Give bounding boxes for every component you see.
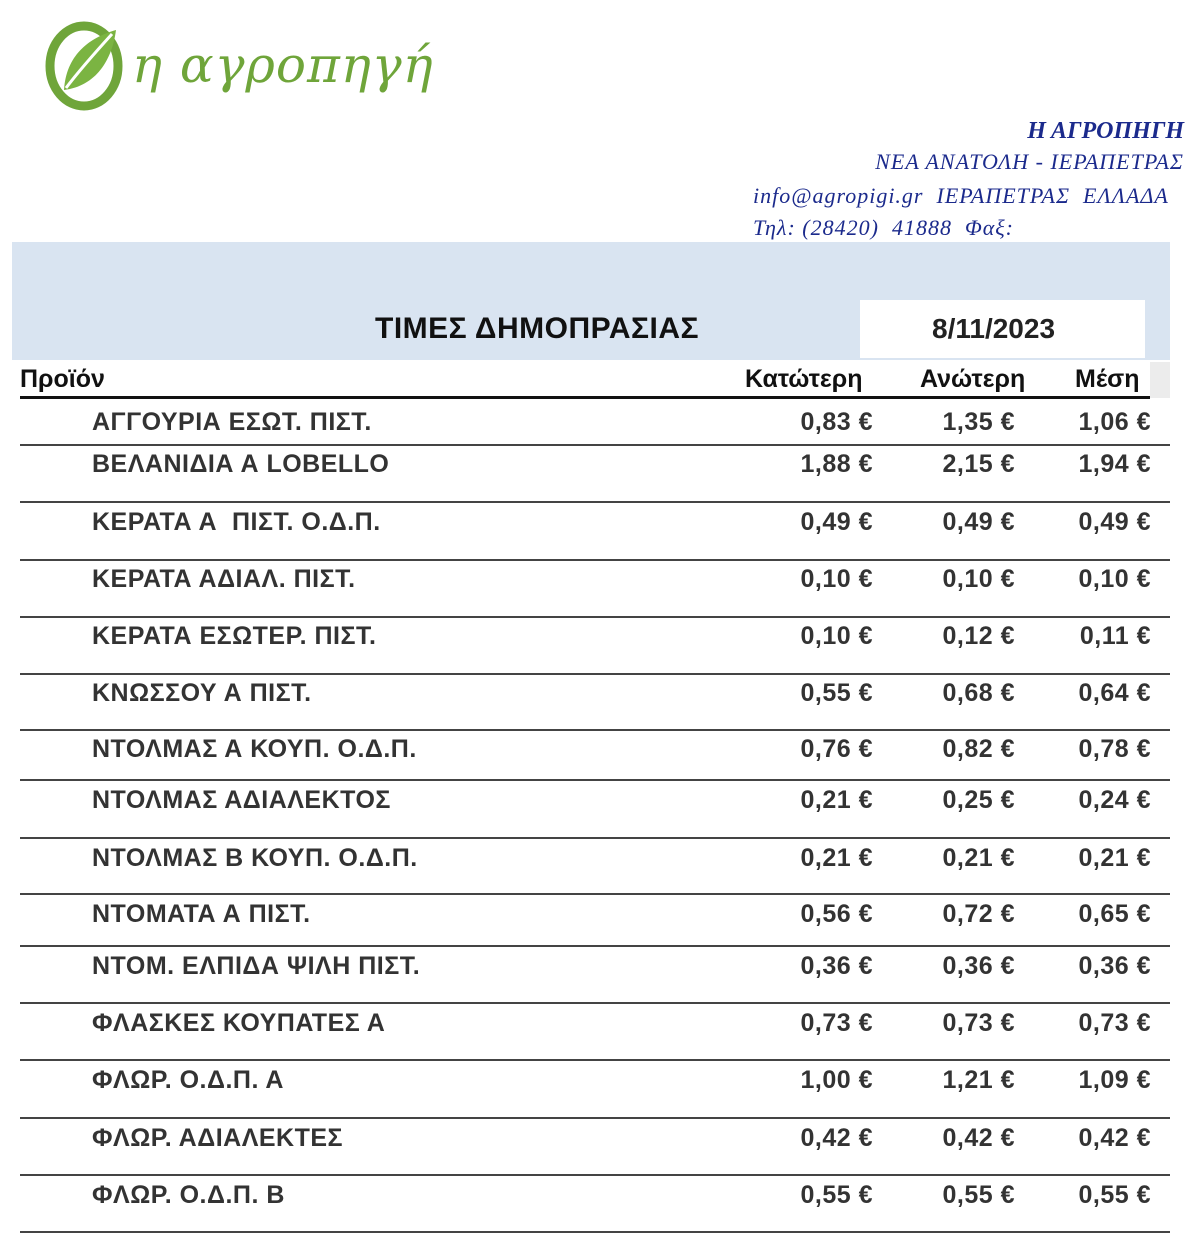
- high-price-cell: 0,55 €: [942, 1181, 1015, 1209]
- avg-price-cell: 0,10 €: [1078, 565, 1151, 593]
- product-cell: ΦΛΩΡ. ΑΔΙΑΛΕΚΤΕΣ: [92, 1124, 344, 1152]
- row-divider: [20, 559, 1170, 561]
- low-price-cell: 0,55 €: [800, 679, 873, 707]
- avg-price-cell: 0,24 €: [1078, 786, 1151, 814]
- company-info: [875, 116, 1184, 178]
- row-divider: [20, 1002, 1170, 1004]
- row-divider: [20, 1059, 1170, 1061]
- high-price-cell: 1,21 €: [942, 1066, 1015, 1094]
- row-divider: [20, 1231, 1170, 1233]
- row-divider: [20, 444, 1170, 446]
- low-price-cell: 0,55 €: [800, 1181, 873, 1209]
- low-price-cell: 0,36 €: [800, 952, 873, 980]
- high-price-cell: 0,82 €: [942, 735, 1015, 763]
- row-divider: [20, 729, 1170, 731]
- company-contact: [753, 180, 1169, 244]
- product-cell: ΝΤΟΛΜΑΣ Β ΚΟΥΠ. Ο.Δ.Π.: [92, 844, 418, 872]
- row-divider: [20, 893, 1170, 895]
- avg-price-cell: 0,49 €: [1078, 508, 1151, 536]
- high-price-cell: 0,72 €: [942, 900, 1015, 928]
- brand-logo: [42, 14, 434, 114]
- avg-price-cell: 0,55 €: [1078, 1181, 1151, 1209]
- high-price-cell: 0,68 €: [942, 679, 1015, 707]
- low-price-cell: 0,21 €: [800, 844, 873, 872]
- low-price-cell: 0,83 €: [800, 408, 873, 436]
- company-address: ΝΕΑ ΑΝΑΤΟΛΗ - ΙΕΡΑΠΕΤΡΑΣ: [875, 149, 1184, 174]
- product-cell: ΦΛΩΡ. Ο.Δ.Π. Β: [92, 1181, 285, 1209]
- product-cell: ΝΤΟΛΜΑΣ Α ΚΟΥΠ. Ο.Δ.Π.: [92, 735, 417, 763]
- high-price-cell: 0,36 €: [942, 952, 1015, 980]
- product-cell: ΚΕΡΑΤΑ Α ΠΙΣΤ. Ο.Δ.Π.: [92, 508, 381, 536]
- header-cap: [1150, 362, 1170, 398]
- high-price-cell: 0,49 €: [942, 508, 1015, 536]
- logo-wordmark: η αγροπηγή: [132, 36, 434, 94]
- header-rule: [20, 396, 1150, 399]
- low-price-cell: 0,21 €: [800, 786, 873, 814]
- avg-price-cell: 0,78 €: [1078, 735, 1151, 763]
- report-date: 8/11/2023: [932, 313, 1056, 344]
- row-divider: [20, 945, 1170, 947]
- company-name: Η ΑΓΡΟΠΗΓΗ: [1027, 118, 1184, 144]
- product-cell: ΚΕΡΑΤΑ ΑΔΙΑΛ. ΠΙΣΤ.: [92, 565, 356, 593]
- column-header-product: Προϊόν: [20, 365, 105, 393]
- avg-price-cell: 0,73 €: [1078, 1009, 1151, 1037]
- low-price-cell: 1,88 €: [800, 450, 873, 478]
- high-price-cell: 2,15 €: [942, 450, 1015, 478]
- low-price-cell: 0,10 €: [800, 622, 873, 650]
- high-price-cell: 0,10 €: [942, 565, 1015, 593]
- product-cell: ΦΛΑΣΚΕΣ ΚΟΥΠΑΤΕΣ Α: [92, 1009, 386, 1037]
- column-header-high: Ανώτερη: [920, 365, 1026, 393]
- high-price-cell: 0,42 €: [942, 1124, 1015, 1152]
- avg-price-cell: 0,64 €: [1078, 679, 1151, 707]
- low-price-cell: 0,73 €: [800, 1009, 873, 1037]
- row-divider: [20, 501, 1170, 503]
- avg-price-cell: 0,42 €: [1078, 1124, 1151, 1152]
- avg-price-cell: 0,21 €: [1078, 844, 1151, 872]
- row-divider: [20, 1117, 1170, 1119]
- row-divider: [20, 779, 1170, 781]
- low-price-cell: 0,76 €: [800, 735, 873, 763]
- row-divider: [20, 673, 1170, 675]
- high-price-cell: 1,35 €: [942, 408, 1015, 436]
- product-cell: ΑΓΓΟΥΡΙΑ ΕΣΩΤ. ΠΙΣΤ.: [92, 408, 372, 436]
- low-price-cell: 1,00 €: [800, 1066, 873, 1094]
- avg-price-cell: 1,06 €: [1078, 408, 1151, 436]
- avg-price-cell: 1,09 €: [1078, 1066, 1151, 1094]
- row-divider: [20, 1174, 1170, 1176]
- product-cell: ΦΛΩΡ. Ο.Δ.Π. Α: [92, 1066, 284, 1094]
- report-title: ΤΙΜΕΣ ΔΗΜΟΠΡΑΣΙΑΣ: [375, 312, 700, 345]
- avg-price-cell: 0,11 €: [1079, 622, 1151, 650]
- high-price-cell: 0,73 €: [942, 1009, 1015, 1037]
- column-header-avg: Μέση: [1075, 365, 1140, 393]
- high-price-cell: 0,21 €: [942, 844, 1015, 872]
- product-cell: ΒΕΛΑΝΙΔΙΑ Α LOBELLO: [92, 450, 390, 478]
- row-divider: [20, 616, 1170, 618]
- column-header-low: Κατώτερη: [745, 365, 863, 393]
- avg-price-cell: 0,65 €: [1078, 900, 1151, 928]
- leaf-icon: [42, 16, 128, 112]
- company-phone-line: Τηλ: (28420) 41888 Φαξ:: [753, 215, 1014, 240]
- row-divider: [20, 837, 1170, 839]
- high-price-cell: 0,12 €: [942, 622, 1015, 650]
- high-price-cell: 0,25 €: [942, 786, 1015, 814]
- low-price-cell: 0,56 €: [800, 900, 873, 928]
- low-price-cell: 0,10 €: [800, 565, 873, 593]
- product-cell: ΚΕΡΑΤΑ ΕΣΩΤΕΡ. ΠΙΣΤ.: [92, 622, 377, 650]
- product-cell: ΝΤΟΜ. ΕΛΠΙΔΑ ΨΙΛΗ ΠΙΣΤ.: [92, 952, 421, 980]
- avg-price-cell: 0,36 €: [1078, 952, 1151, 980]
- avg-price-cell: 1,94 €: [1078, 450, 1151, 478]
- low-price-cell: 0,49 €: [800, 508, 873, 536]
- company-email-line: info@agropigi.gr ΙΕΡΑΠΕΤΡΑΣ ΕΛΛΑΔΑ: [753, 183, 1169, 208]
- product-cell: ΝΤΟΛΜΑΣ ΑΔΙΑΛΕΚΤΟΣ: [92, 786, 391, 814]
- product-cell: ΝΤΟΜΑΤΑ Α ΠΙΣΤ.: [92, 900, 311, 928]
- low-price-cell: 0,42 €: [800, 1124, 873, 1152]
- product-cell: ΚΝΩΣΣΟΥ Α ΠΙΣΤ.: [92, 679, 312, 707]
